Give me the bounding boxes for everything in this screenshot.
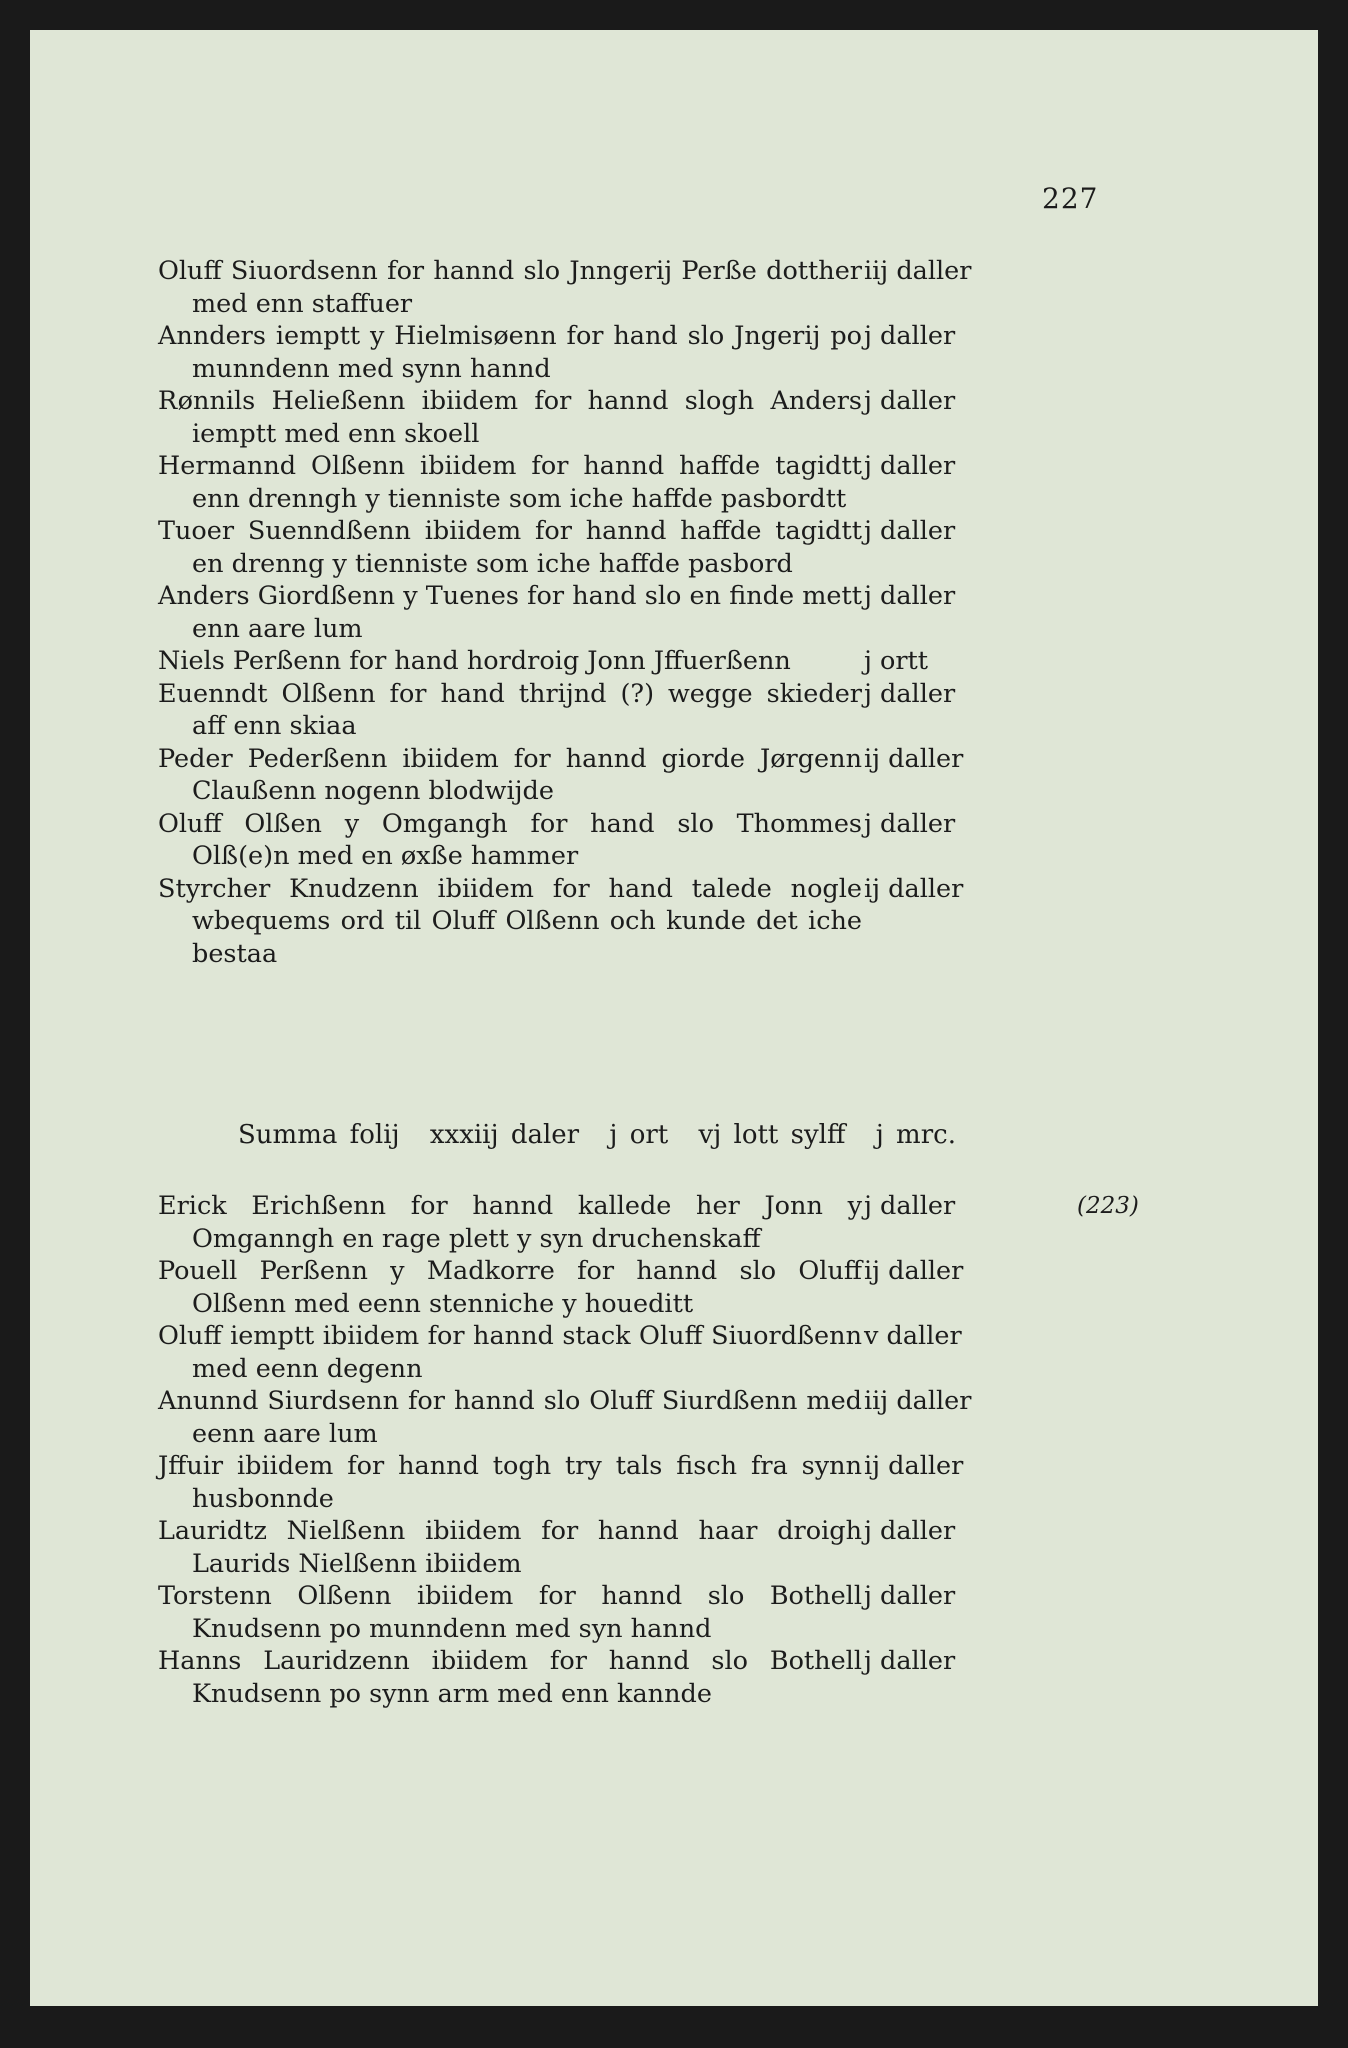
entry-text: Jffuir ibiidem for hannd togh try tals fisch fra synn husbonnde	[158, 1451, 862, 1514]
entry-amount: iij daller	[864, 1386, 972, 1416]
page-number: 227	[1042, 182, 1099, 215]
entry	[158, 873, 1208, 971]
entry-text: Oluff Olßen y Omgangh for hand slo Thommes Olß(e)n med en øxße hammer	[158, 808, 862, 871]
entry-text: Tuoer Suenndßenn ibiidem for hannd haffde tagidtt en drenng y tienniste som iche haffde pasbord	[158, 516, 862, 579]
entry	[158, 1450, 1208, 1515]
entry-amount: ij daller	[864, 1256, 964, 1286]
entry	[158, 1580, 1208, 1645]
entry-amount: j daller	[864, 678, 956, 709]
entry-amount: j daller	[864, 321, 956, 351]
entry-amount: j daller	[864, 1516, 956, 1546]
summa-daler: xxxiij daler	[429, 1120, 580, 1150]
entry-amount: j daller	[864, 1191, 956, 1221]
entries-top	[158, 255, 1208, 970]
entry	[158, 1320, 1208, 1385]
summa-ort: j ort	[609, 1120, 669, 1150]
entry	[158, 385, 1208, 450]
entry-text: Annders iemptt y Hielmisøenn for hand slo Jngerij po munndenn med synn hannd	[158, 321, 862, 384]
entry-amount: j daller	[864, 451, 956, 481]
entry-amount: j ortt	[864, 646, 929, 676]
summa-line	[238, 1120, 974, 1150]
entry-text: Hanns Lauridzenn ibiidem for hannd slo Bothell Knudsenn po synn arm med enn kannde	[158, 1646, 862, 1709]
entry-reference: (223)	[1077, 1193, 1139, 1219]
entry-amount: v daller	[864, 1321, 962, 1351]
entry	[158, 450, 1208, 515]
entry	[158, 645, 1208, 678]
entry	[158, 1190, 1208, 1255]
entry-amount: j daller	[864, 386, 956, 416]
summa-lott: vj lott sylff	[698, 1120, 846, 1150]
entry-text: Oluff iemptt ibiidem for hannd stack Oluff Siuordßenn med eenn degenn	[158, 1321, 862, 1384]
entry-text: Anders Giordßenn y Tuenes for hand slo en finde mett enn aare lum	[158, 581, 862, 644]
entry	[158, 1645, 1208, 1710]
entry-text: Euenndt Olßenn for hand thrijnd (?) wegge skieder aff enn skiaa	[158, 678, 862, 741]
summa-mrc: j mrc.	[875, 1120, 956, 1150]
entry	[158, 808, 1208, 873]
entry	[158, 678, 1208, 743]
entry-text: Lauridtz Nielßenn ibiidem for hannd haar droigh Laurids Nielßenn ibiidem	[158, 1516, 862, 1579]
entry	[158, 320, 1208, 385]
entry	[158, 580, 1208, 645]
entry-amount: j daller	[864, 516, 956, 546]
entry-text: Hermannd Olßenn ibiidem for hannd haffde tagidtt enn drenngh y tienniste som iche haffde pasbordtt	[158, 451, 862, 514]
entry-text: Oluff Siuordsenn for hannd slo Jnngerij Perße dotther med enn staffuer	[158, 256, 862, 319]
entry-amount: j daller	[864, 808, 956, 839]
entry-text: Rønnils Heließenn ibiidem for hannd slogh Anders iemptt med enn skoell	[158, 386, 862, 449]
entry-amount: iij daller	[864, 256, 972, 286]
entry-amount: ij daller	[864, 743, 964, 774]
entry	[158, 743, 1208, 808]
summa-label: Summa folij	[238, 1120, 400, 1150]
entry	[158, 1255, 1208, 1320]
entries-bottom	[158, 1190, 1208, 1710]
entry-text: Niels Perßenn for hand hordroig Jonn Jffuerßenn	[158, 646, 791, 676]
entry-text: Anunnd Siurdsenn for hannd slo Oluff Siurdßenn med eenn aare lum	[158, 1386, 862, 1449]
entry	[158, 1515, 1208, 1580]
entry	[158, 1385, 1208, 1450]
entry	[158, 255, 1208, 320]
entry-amount: j daller	[864, 1646, 956, 1676]
entry-text: Torstenn Olßenn ibiidem for hannd slo Bothell Knudsenn po munndenn med syn hannd	[158, 1581, 862, 1644]
document-page	[30, 30, 1318, 2006]
entry-amount: ij daller	[864, 873, 964, 904]
entry-text: Styrcher Knudzenn ibiidem for hand talede nogle wbequems ord til Oluff Olßenn och kunde det iche bestaa	[158, 873, 862, 969]
entry-text: Peder Pederßenn ibiidem for hannd giorde Jørgenn Claußenn nogenn blodwijde	[158, 743, 862, 806]
entry-amount: j daller	[864, 1581, 956, 1611]
entry	[158, 515, 1208, 580]
entry-text: Pouell Perßenn y Madkorre for hannd slo Oluff Olßenn med eenn stenniche y houeditt	[158, 1256, 862, 1319]
entry-amount: ij daller	[864, 1451, 964, 1481]
entry-text: Erick Erichßenn for hannd kallede her Jonn y Omganngh en rage plett y syn druchenskaff	[158, 1191, 862, 1254]
entry-amount: j daller	[864, 581, 956, 611]
